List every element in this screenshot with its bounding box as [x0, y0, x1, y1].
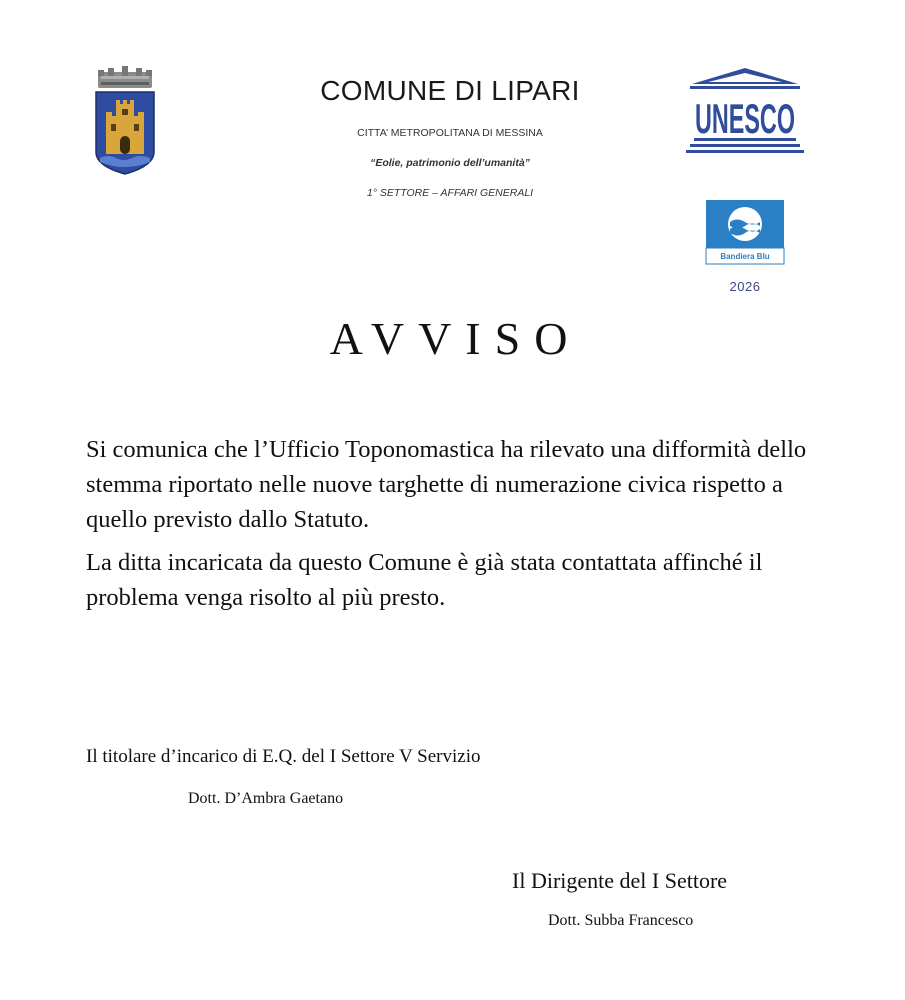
coat-of-arms-icon [92, 66, 158, 178]
unesco-text: UNESCO [695, 95, 795, 142]
bandiera-blu-logo [706, 200, 784, 264]
second-signatory-name: Dott. Subba Francesco [548, 912, 694, 929]
blue-flag-icon [706, 200, 784, 264]
header-motto: “Eolie, patrimonio dell’umanità” [370, 157, 530, 169]
header-subtitle: CITTA’ METROPOLITANA DI MESSINA [357, 127, 543, 139]
header-department: 1° SETTORE – AFFARI GENERALI [366, 187, 534, 199]
first-signatory-name: Dott. D’Ambra Gaetano [188, 790, 344, 807]
unesco-temple-icon [686, 66, 804, 154]
header-block [230, 70, 670, 200]
bandiera-year: 2026 [729, 279, 761, 294]
notice-heading: AVVISO [329, 313, 582, 364]
first-signatory-role: Il titolare d’incarico di E.Q. del I Settore V Servizio [86, 746, 481, 767]
second-signatory-role: Il Dirigente del I Settore [512, 868, 728, 893]
notice-paragraph: Si comunica che l’Ufficio Toponomastica ha rilevato una difformità dello stemma riportato nelle nuove targhette di numerazione civica rispetto a quello previsto dallo Statuto. [86, 436, 807, 533]
page-title: COMUNE DI LIPARI [320, 75, 580, 106]
notice-paragraph: La ditta incaricata da questo Comune è già stata contattata affinché il problema venga risolto al più presto. [86, 549, 763, 611]
coat-of-arms-logo [92, 66, 158, 178]
bandiera-label: Bandiera Blu [720, 252, 770, 261]
unesco-logo [686, 66, 804, 154]
notice-body [86, 432, 826, 623]
